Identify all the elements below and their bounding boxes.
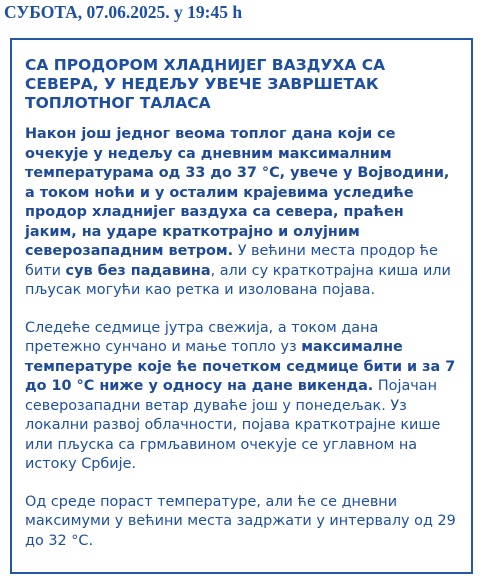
paragraph-2-emphasis: максималне температуре које ће почетком седмице бити и за 7 до 10 °C ниже у односу на дане викенда. [25, 339, 456, 394]
paragraph-2-text-1: Следеће седмице јутра свежија, а током дана претежно сунчано и мање топло уз [25, 319, 379, 355]
paragraph-3-text: Од среде пораст температуре, али ће се дневни максимуми у већини места задржати у интервалу од 29 до 32 °C. [25, 493, 456, 549]
bulletin-box [10, 38, 473, 574]
paragraph-1-text-1: У већини места продор ће бити [25, 243, 438, 279]
paragraph-1-text-2: , али су краткотрајна киша или пљусак могући као ретка и изолована појава. [25, 262, 451, 298]
paragraph-2 [25, 319, 458, 475]
paragraph-1-lead: Након још једног веома топлог дана који се очекује у недељу са дневним максималним температурама од 33 до 37 °C, увече у Војводини, а током ноћи и у осталим крајевима уследиће продор хладнијег ваздуха са севера, праћен јаким, на ударе краткотрајно и олујним северозападним ветром. [25, 126, 450, 259]
paragraph-2-text-2: Појачан северозападни ветар дуваће још у понедељак. Уз локални развој облачности, појава краткотрајне кише или пљуска са грмљавином очекује се углавном на истоку Србије. [25, 378, 441, 472]
bulletin-date: СУБОТА, 07.06.2025. у 19:45 h [4, 2, 243, 22]
paragraph-3 [25, 493, 458, 552]
bulletin-title: СА ПРОДОРОМ ХЛАДНИЈЕГ ВАЗДУХА СА СЕВЕРА, У НЕДЕЉУ УВЕЧЕ ЗАВРШЕТАК ТОПЛОТНОГ ТАЛАСА [25, 56, 386, 112]
paragraph-1 [25, 125, 458, 301]
paragraph-1-emphasis: сув без падавина [65, 262, 211, 279]
